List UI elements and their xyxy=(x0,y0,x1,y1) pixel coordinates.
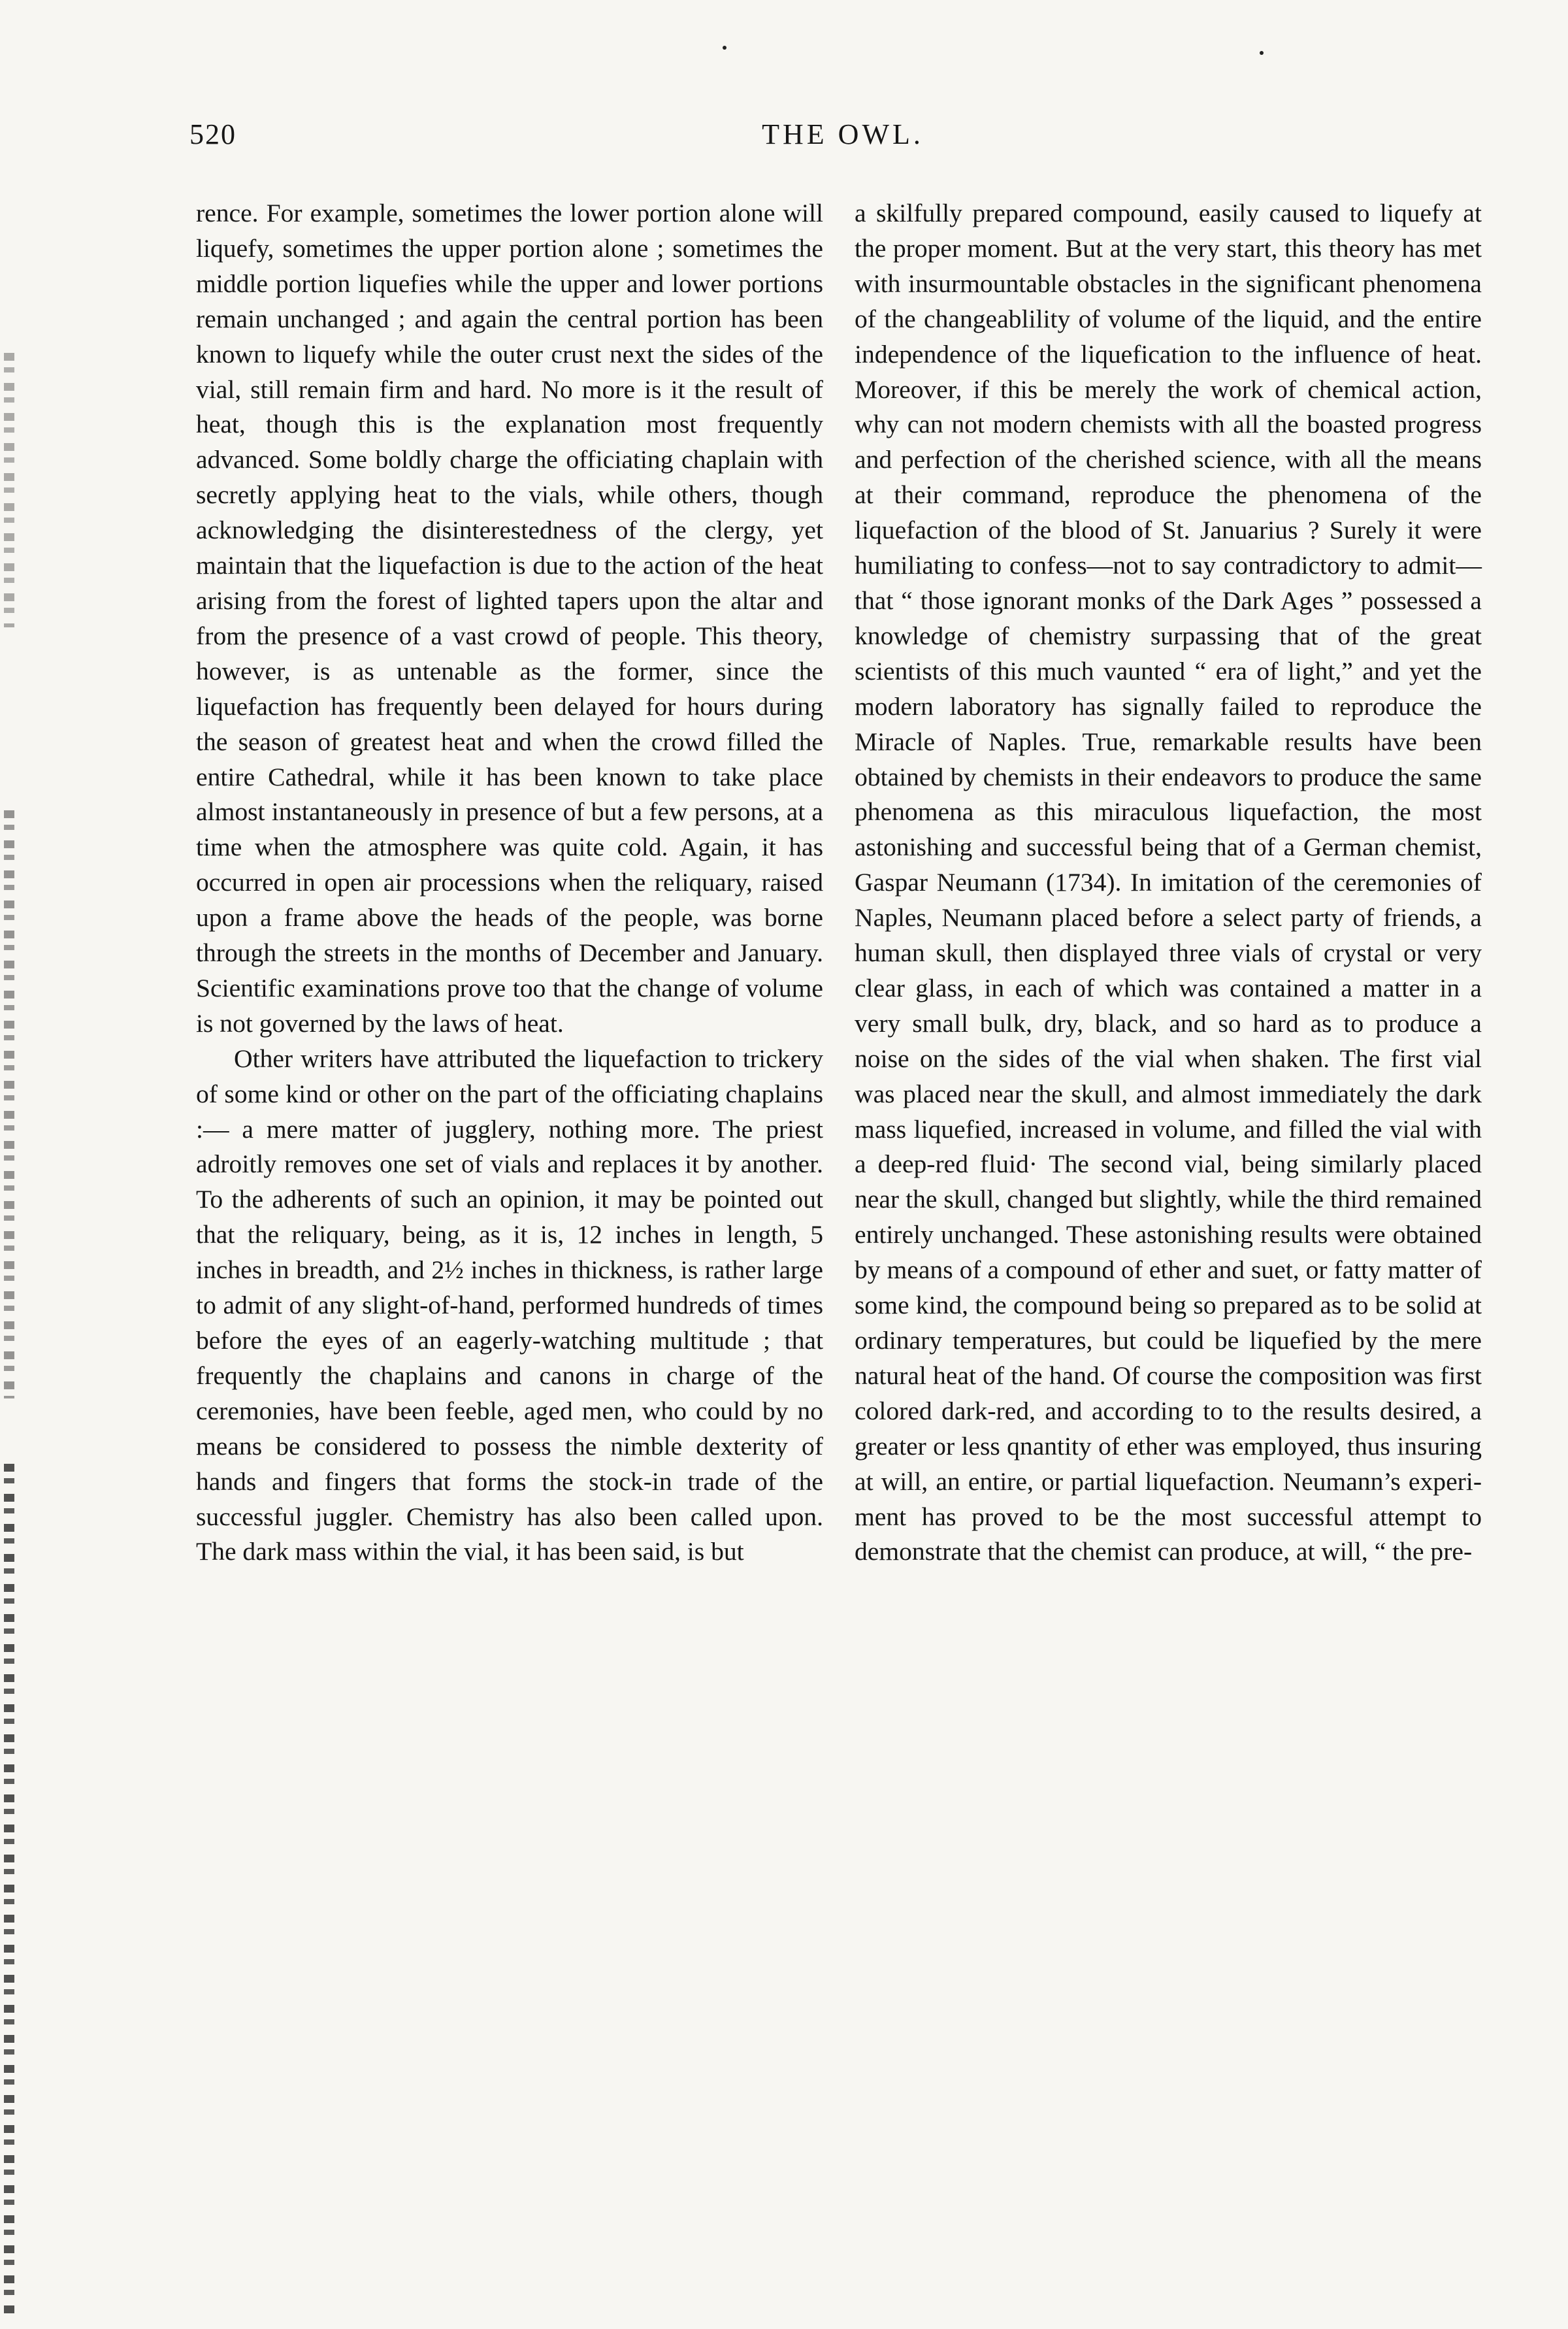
binding-edge-marks xyxy=(0,353,26,2326)
running-head: THE OWL. xyxy=(762,118,924,150)
ink-speck xyxy=(1260,51,1264,55)
left-column xyxy=(196,196,823,1570)
page-header xyxy=(189,118,1496,163)
paragraph: rence. For example, sometimes the lower portion alone will liquefy, sometimes the upper portion alone ; sometimes the middle portion liquefies while the upper and lower portions remain unchanged ; and again the central portion has been known to liquefy while the outer crust next the sides of the vial, still remain firm and hard. No more is it the result of heat, though this is the explanation most frequently advanced. Some boldly charge the officiating chaplain with secretly applying heat to the vials, while others, though acknowledging the disinterestedness of the clergy, yet maintain that the liquefaction is due to the action of the heat arising from the forest of lighted tapers upon the altar and from the presence of a vast crowd of people. This theory, however, is as untenable as the former, since the liquefaction has frequently been delayed for hours during the season of greatest heat and when the crowd filled the entire Cathedral, while it has been known to take place almost instantaneously in presence of but a few persons, at a time when the atmosphere was quite cold. Again, it has occurred in open air processions when the reliquary, raised upon a frame above the heads of the people, was borne through the streets in the months of December and January. Scientific examinations prove too that the change of volume is not governed by the laws of heat. xyxy=(196,199,823,1038)
paragraph: Other writers have attributed the liquefaction to trickery of some kind or other on the part of the officiating chaplains :— a mere matter of jugglery, nothing more. The priest adroitly removes one set of vials and replaces it by another. To the adherents of such an opinion, it may be pointed out that the reliquary, being, as it is, 12 inches in length, 5 inches in breadth, and 2½ inches in thickness, is rather large to admit of any slight-of-hand, performed hundreds of times before the eyes of an eagerly-watching multitude ; that frequently the chaplains and canons in charge of the ceremonies, have been feeble, aged men, who could by no means be considered to possess the nimble dexterity of hands and fingers that forms the stock-in trade of the successful juggler. Chemistry has also been called upon. The dark mass within the vial, it has been said, is but xyxy=(196,1044,823,1566)
page-number: 520 xyxy=(189,118,237,150)
ink-speck xyxy=(723,46,727,50)
paragraph: a skilfully prepared compound, easily caused to liquefy at the proper moment. But at the very start, this theory has met with insurmountable obstacles in the significant phenomena of the changeablility of volume of the liquid, and the entire independence of the liquefication to the influence of heat. Moreover, if this be merely the work of chemical action, why can not modern chemists with all the boasted progress and perfection of the cherished science, with all the means at their command, reproduce the phenomena of the liquefaction of the blood of St. Januarius ? Surely it were humiliating to confess—not to say contradictory to admit—that “ those ignorant monks of the Dark Ages ” possessed a knowledge of chemistry surpassing that of the great scientists of this much vaunted “ era of light,” and yet the modern laboratory has signally failed to reproduce the Miracle of Naples. True, remarkable results have been obtained by chemists in their endeavors to produce the same phenomena as this miraculous liquefaction, the most astonishing and successful being that of a German chemist, Gaspar Neumann (1734). In imitation of the ceremonies of Naples, Neumann placed before a select party of friends, a human skull, then displayed three vials of crystal or very clear glass, in each of which was contained a matter in a very small bulk, dry, black, and so hard as to produce a noise on the sides of the vial when shaken. The first vial was placed near the skull, and almost immediately the dark mass liquefied, increased in volume, and filled the vial with a deep-red fluid· The second vial, being similarly placed near the skull, changed but slightly, while the third remained entirely unchanged. These astonishing results were obtained by means of a compound of ether and suet, or fatty matter of some kind, the compound being so prepared as to be solid at ordinary temperatures, but could be liquefied by the mere natural heat of the hand. Of course the composition was first colored dark-red, and according to to the results desired, a greater or less qnantity of ether was employed, thus insuring at will, an entire, or partial liquefaction. Neumann’s experiment has proved to be the most successful attempt to demonstrate that the chemist can produce, at will, “ the pre- xyxy=(855,199,1482,1566)
right-column xyxy=(855,196,1482,1570)
